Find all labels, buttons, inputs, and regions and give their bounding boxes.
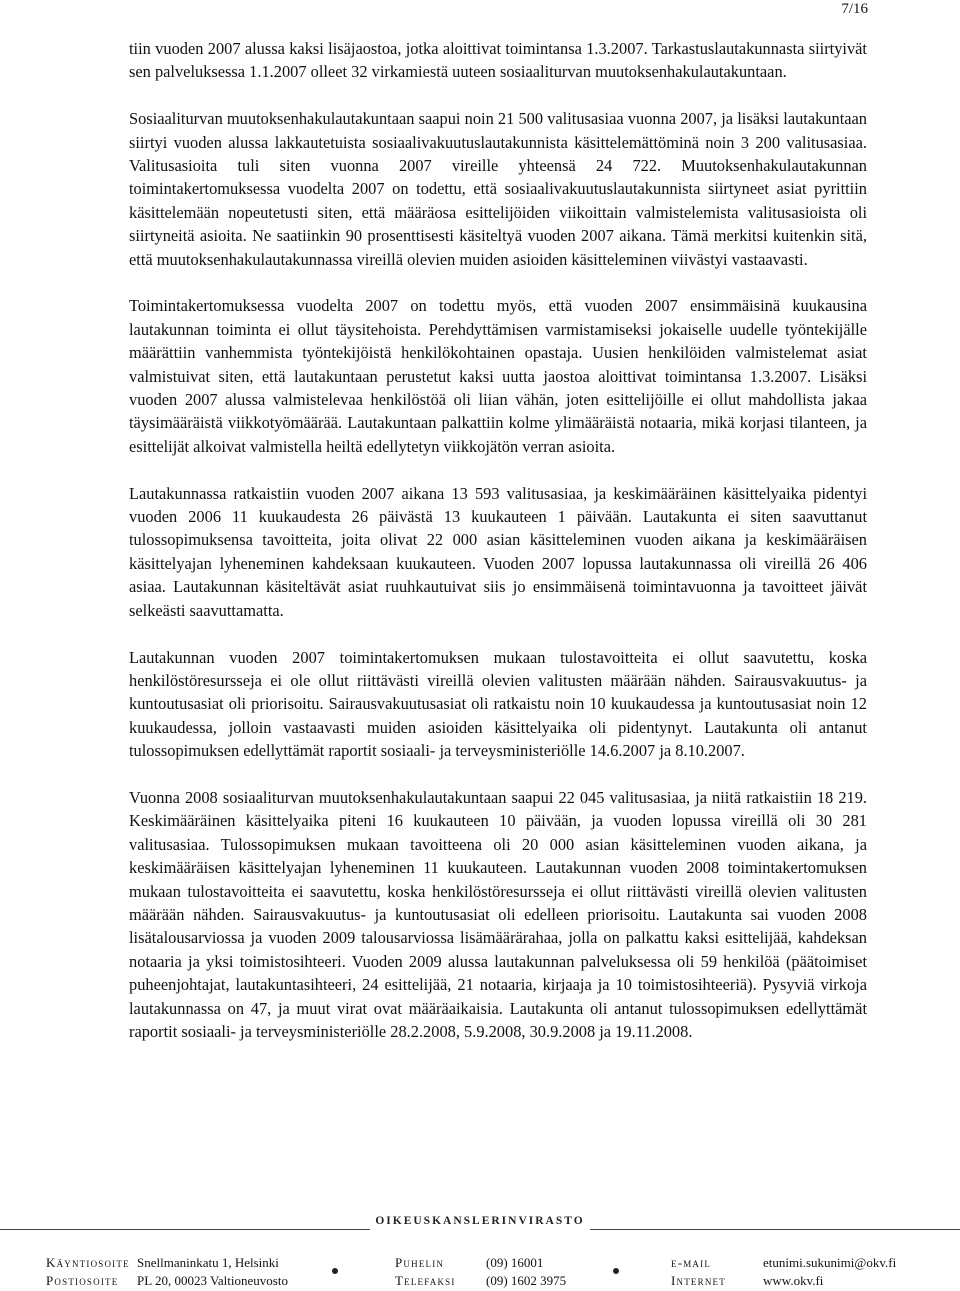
paragraph-4: Lautakunnassa ratkaistiin vuoden 2007 aikana 13 593 valitusasiaa, ja keskimääräinen käsittelyaika pidentyi vuoden 2006 11 kuukaudesta 26 päivästä 13 kuukauteen 1 päivään. Lautakunta ei siten saavuttanut tulossopimuksensa tavoitteita, joita olivat 22 000 asian käsitteleminen vuoden aikana ja keskimääräisen käsittelyajan lyheneminen kahdeksaan kuukauteen. Vuoden 2007 lopussa lautakunnassa oli vireillä 26 406 asiaa. Lautakunnan käsiteltävät asiat ruuhkautuivat siis jo ensimmäisenä toimintavuonna ja tavoitteet jäivät selkeästi saavuttamatta. xyxy=(129,483,867,620)
postal-address-value: PL 20, 00023 Valtioneuvosto xyxy=(137,1273,288,1288)
visiting-address-value: Snellmaninkatu 1, Helsinki xyxy=(137,1255,279,1270)
email-label: e-mail xyxy=(671,1255,712,1270)
fax-value: (09) 1602 3975 xyxy=(486,1273,567,1288)
paragraph-3: Toimintakertomuksessa vuodelta 2007 on todettu myös, että vuoden 2007 ensimmäisinä kuukausina lautakunnan toiminta ei ollut täysitehoista. Perehdyttämisen varmistamiseksi jokaiselle uudelle työntekijälle määrättiin vanhemmista työntekijöistä henkilökohtainen opastaja. Uusien henkilöiden valmistelemat asiat valmistuivat siten, että lautakuntaan perustetut kaksi uutta jaostoa aloittivat toimintansa 1.3.2007. Lisäksi vuoden 2007 alussa valmistelevaa henkilöstöä oli liian vähän, joten esittelijöille ei ollut mahdollista jakaa täysimääräistä viikkotyömäärää. Lautakuntaan palkattiin kolme ylimääräistä notaaria, mikä korjasi tilanteen, ja esittelijät alkoivat valmistella heiltä edellytetyn viikkojätön verran asioita. xyxy=(129,296,867,456)
phone-label: Puhelin xyxy=(395,1255,445,1270)
paragraph-6: Vuonna 2008 sosiaaliturvan muutoksenhakulautakuntaan saapui 22 045 valitusasiaa, ja niitä ratkaistiin 18 219. Keskimääräinen käsittelyaika piteni 16 kuukauteen 10 päivään, ja vuoden lopussa vireillä oli 30 281 valitusasiaa. Tulossopimuksen mukaan tavoitteena oli 20 000 asian käsitteleminen vuoden aikana, ja keskimääräisen käsittelyajan lyheneminen 11 kuukauteen. Lautakunnan vuoden 2008 toimintakertomuksen mukaan tulostavoitteita ei saavutettu, koska henkilöstöresursseja ei ollut riittävästi vireillä olevien valitusten määrään nähden. Sairausvakuutus- ja kuntoutusasiat oli edelleen priorisoitu. Lautakunta sai vuoden 2008 lisätalousarviossa ja vuoden 2009 talousarviossa lisämäärärahaa, jolla on palkattu kaksi esittelijää, kahdeksan notaaria ja yksi toimistosihteeri. Vuoden 2009 alussa lautakunnan palveluksessa oli 59 henkilöä (päätoimiset puheenjohtajat, lautakuntasihteeri, 24 esittelijää, 21 notaaria, kirjaaja ja 10 toimistosihteeriä). Pysyviä virkoja lautakunnassa on 47, ja muut virat ovat määräaikaisia. Lautakunta oli antanut tulossopimuksen edellyttämät raportit sosiaali- ja terveysministeriölle 28.2.2008, 5.9.2008, 30.9.2008 ja 19.11.2008. xyxy=(129,787,867,1041)
separator-dot-icon xyxy=(613,1268,619,1274)
fax-label: Telefaksi xyxy=(395,1273,456,1288)
paragraph-1: tiin vuoden 2007 alussa kaksi lisäjaostoa, jotka aloittivat toimintansa 1.3.2007. Tarkastuslautakunnasta siirtyivät sen palveluksessa 1.1.2007 olleet 32 virkamiestä uuteen sosiaaliturvan muutoksenhakulautakuntaan. xyxy=(129,39,867,82)
organization-name: OIKEUSKANSLERINVIRASTO xyxy=(375,1215,585,1227)
footer-divider-left xyxy=(0,1229,370,1230)
postal-address-label: Postiosoite xyxy=(46,1273,119,1288)
paragraph-2: Sosiaaliturvan muutoksenhakulautakuntaan saapui noin 21 500 valitusasiaa vuonna 2007, ja lisäksi lautakuntaan siirtyi vuoden alussa lakkautetuista sosiaalivakuutuslautakunnista käsittelemättöminä noin 3 200 valitusasiaa. Valitusasioita tuli siten vuonna 2007 vireille yhteensä 24 722. Muutoksenhakulautakunnan toimintakertomuksessa vuodelta 2007 on todettu, että sosiaalivakuutuslautakunnista siirtyneet asiat pyrittiin käsittelemään nopeutetusti siten, että määräosa esittelijöiden viikoittain valmistelemista valitusasioista oli siirtyneitä asioita. Ne saatiinkin 90 prosenttisesti käsiteltyä vuoden 2007 aikana. Tämä merkitsi kuitenkin sitä, että muutoksenhakulautakunnassa vireillä olevien muiden asioiden käsitteleminen viivästyi vastaavasti. xyxy=(129,109,867,269)
phone-value: (09) 16001 xyxy=(486,1255,544,1270)
page-footer xyxy=(0,1254,960,1290)
visiting-address-label: Käyntiosoite xyxy=(46,1255,130,1270)
document-body xyxy=(129,37,867,1043)
separator-dot-icon xyxy=(332,1268,338,1274)
paragraph-5: Lautakunnan vuoden 2007 toimintakertomuksen mukaan tulostavoitteita ei ollut saavutettu, koska henkilöstöresursseja ei ole ollut riittävästi vireillä olevien valitusten määrään nähden. Sairausvakuutus- ja kuntoutusasiat oli priorisoitu. Sairausvakuutusasiat oli ratkaistu noin 10 kuukaudessa ja kuntoutusasiat noin 12 kuukaudessa, jolloin vastaavasti muiden asioiden käsittelyaika oli pidentynyt. Lautakunta oli antanut tulossopimuksen edellyttämät raportit sosiaali- ja terveysministeriölle 14.6.2007 ja 8.10.2007. xyxy=(129,647,867,761)
email-value[interactable]: etunimi.sukunimi@okv.fi xyxy=(763,1255,897,1270)
internet-label: Internet xyxy=(671,1273,726,1288)
page-number: 7/16 xyxy=(841,1,868,17)
internet-value[interactable]: www.okv.fi xyxy=(763,1273,824,1288)
footer-divider-right xyxy=(590,1229,960,1230)
